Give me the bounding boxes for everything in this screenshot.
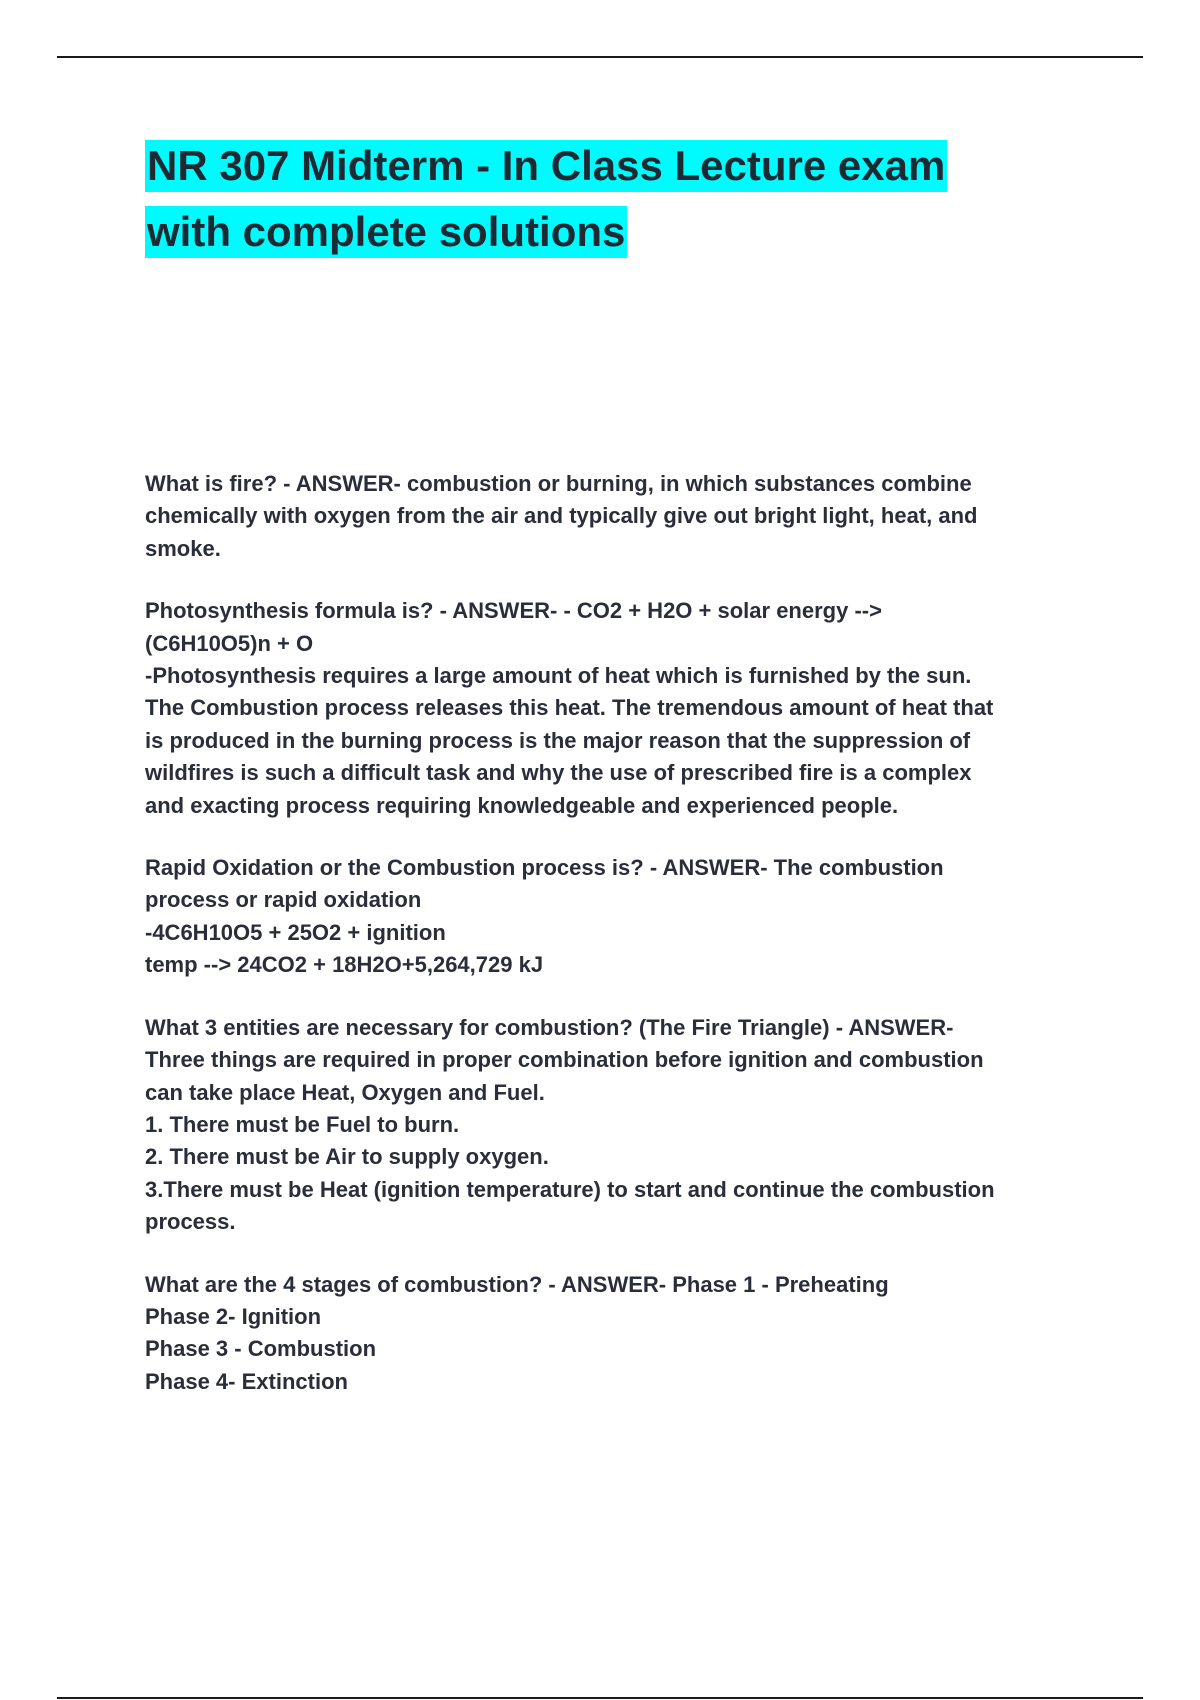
qa-line: chemically with oxygen from the air and typically give out bright light, heat, and xyxy=(145,503,978,529)
qa-line: wildfires is such a difficult task and why the use of prescribed fire is a complex xyxy=(145,760,972,786)
qa-line: smoke. xyxy=(145,535,221,561)
qa-line: and exacting process requiring knowledgeable and experienced people. xyxy=(145,792,899,818)
qa-item-fire-triangle xyxy=(145,1012,1085,1239)
qa-line: Three things are required in proper combination before ignition and combustion xyxy=(145,1047,984,1073)
qa-line: 2. There must be Air to supply oxygen. xyxy=(145,1144,549,1170)
qa-line: -4C6H10O5 + 25O2 + ignition xyxy=(145,919,446,945)
qa-line: process. xyxy=(145,1209,236,1235)
qa-line: is produced in the burning process is the major reason that the suppression of xyxy=(145,727,971,753)
qa-line: What are the 4 stages of combustion? - ANSWER- Phase 1 - Preheating xyxy=(145,1271,889,1297)
qa-line: Phase 4- Extinction xyxy=(145,1368,348,1394)
qa-item-fire xyxy=(145,468,1085,565)
title-line-2: with complete solutions xyxy=(145,206,627,258)
qa-line: What is fire? - ANSWER- combustion or burning, in which substances combine xyxy=(145,471,972,496)
qa-line: What 3 entities are necessary for combustion? (The Fire Triangle) - ANSWER- xyxy=(145,1014,954,1040)
qa-line: 3.There must be Heat (ignition temperature) to start and continue the combustion xyxy=(145,1176,995,1202)
qa-item-combustion-stages xyxy=(145,1269,1085,1399)
top-rule xyxy=(57,56,1143,58)
qa-line: Phase 3 - Combustion xyxy=(145,1336,377,1362)
bottom-rule xyxy=(57,1697,1143,1699)
qa-item-rapid-oxidation xyxy=(145,852,1085,982)
qa-item-photosynthesis xyxy=(145,595,1085,822)
document-title xyxy=(145,140,1105,272)
title-line-1: NR 307 Midterm - In Class Lecture exam xyxy=(145,140,947,192)
qa-line: -Photosynthesis requires a large amount of heat which is furnished by the sun. xyxy=(145,663,972,689)
qa-line: The Combustion process releases this heat. The tremendous amount of heat that xyxy=(145,695,994,721)
qa-line: Phase 2- Ignition xyxy=(145,1303,322,1329)
qa-line: (C6H10O5)n + O xyxy=(145,630,314,656)
qa-line: 1. There must be Fuel to burn. xyxy=(145,1111,460,1137)
qa-line: temp --> 24CO2 + 18H2O+5,264,729 kJ xyxy=(145,952,544,978)
qa-line: Rapid Oxidation or the Combustion process is? - ANSWER- The combustion xyxy=(145,855,944,881)
qa-line: can take place Heat, Oxygen and Fuel. xyxy=(145,1079,545,1105)
qa-content xyxy=(145,468,1085,1428)
qa-line: Photosynthesis formula is? - ANSWER- - CO2 + H2O + solar energy --> xyxy=(145,598,882,624)
qa-line: process or rapid oxidation xyxy=(145,887,422,913)
